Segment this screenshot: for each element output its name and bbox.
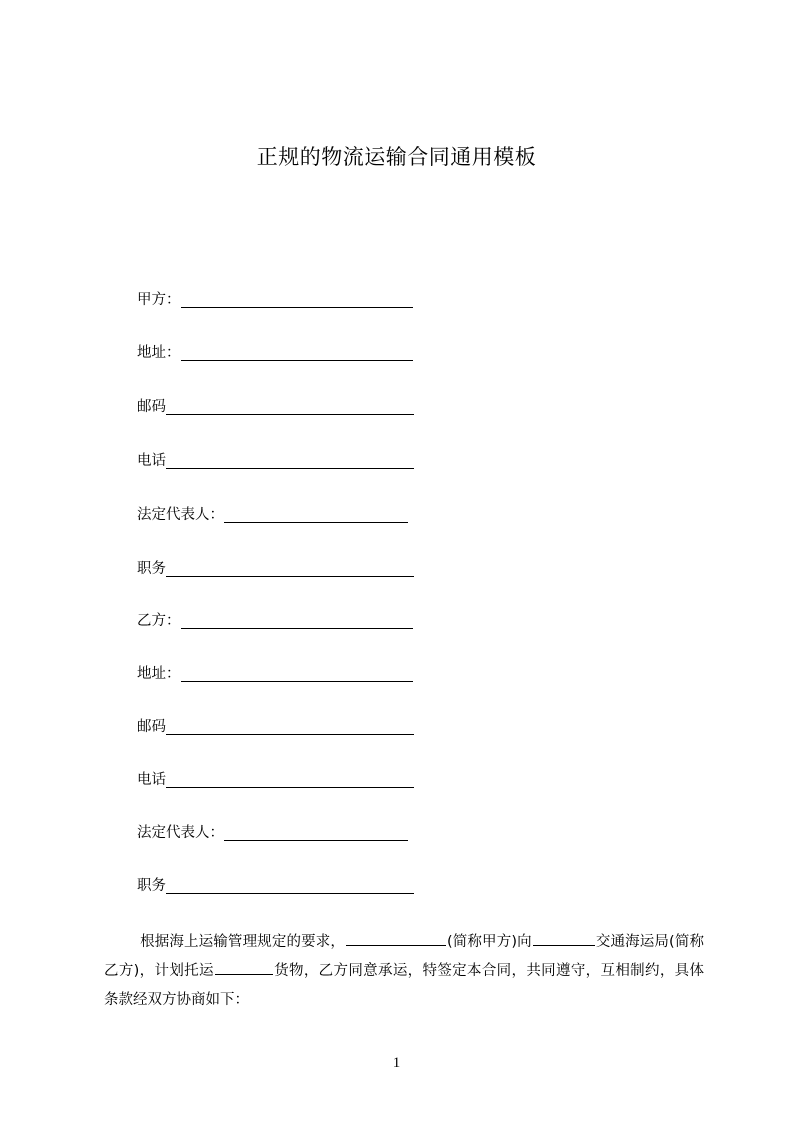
party-a-name-label: 甲方：	[137, 292, 181, 308]
intro-part-2: (简称甲方)向	[447, 934, 532, 950]
party-b-legal-rep-field	[137, 821, 408, 843]
party-b-postcode-blank[interactable]	[166, 718, 414, 735]
cargo-name-blank[interactable]	[215, 959, 273, 975]
party-a-postcode-field	[137, 395, 414, 417]
party-b-postcode-field	[137, 715, 414, 737]
shipping-bureau-blank[interactable]	[533, 930, 595, 946]
party-b-name-blank[interactable]	[181, 612, 413, 629]
shipper-name-blank[interactable]	[346, 930, 446, 946]
party-a-legal-rep-label: 法定代表人：	[137, 507, 224, 523]
party-b-position-label: 职务	[137, 878, 166, 894]
party-a-position-blank[interactable]	[166, 560, 414, 577]
party-b-legal-rep-blank[interactable]	[224, 824, 408, 841]
party-a-name-blank[interactable]	[181, 291, 413, 308]
party-b-postcode-label: 邮码	[137, 719, 166, 735]
party-a-legal-rep-field	[137, 503, 408, 525]
party-a-phone-blank[interactable]	[166, 452, 414, 469]
party-b-legal-rep-label: 法定代表人：	[137, 825, 224, 841]
intro-part-4: 货物，乙方同意承运，特签定本合同，共同遵守，互相制约，具体条款经双方协商如下：	[104, 963, 704, 1008]
party-b-phone-field	[137, 768, 414, 790]
party-a-postcode-label: 邮码	[137, 399, 166, 415]
party-a-address-blank[interactable]	[181, 344, 413, 361]
party-b-phone-label: 电话	[137, 772, 166, 788]
document-title: 正规的物流运输合同通用模板	[256, 145, 537, 169]
party-a-name-field	[137, 288, 413, 310]
party-a-phone-label: 电话	[137, 453, 166, 469]
party-b-address-label: 地址：	[137, 666, 181, 682]
party-b-name-label: 乙方：	[137, 613, 181, 629]
party-a-address-field	[137, 341, 413, 363]
party-b-address-field	[137, 662, 413, 684]
page-number: 1	[392, 1055, 401, 1071]
intro-part-3: 交通海运局(简称乙方)，计划托运	[104, 934, 704, 979]
party-a-position-label: 职务	[137, 561, 166, 577]
intro-paragraph	[104, 928, 704, 1015]
party-b-position-field	[137, 874, 414, 896]
party-a-address-label: 地址：	[137, 345, 181, 361]
party-b-phone-blank[interactable]	[166, 771, 414, 788]
party-b-position-blank[interactable]	[166, 877, 414, 894]
party-a-postcode-blank[interactable]	[166, 398, 414, 415]
party-a-phone-field	[137, 449, 414, 471]
party-b-name-field	[137, 609, 413, 631]
intro-part-1: 根据海上运输管理规定的要求，	[140, 934, 345, 950]
party-b-address-blank[interactable]	[181, 665, 413, 682]
party-a-legal-rep-blank[interactable]	[224, 506, 408, 523]
party-a-position-field	[137, 557, 414, 579]
